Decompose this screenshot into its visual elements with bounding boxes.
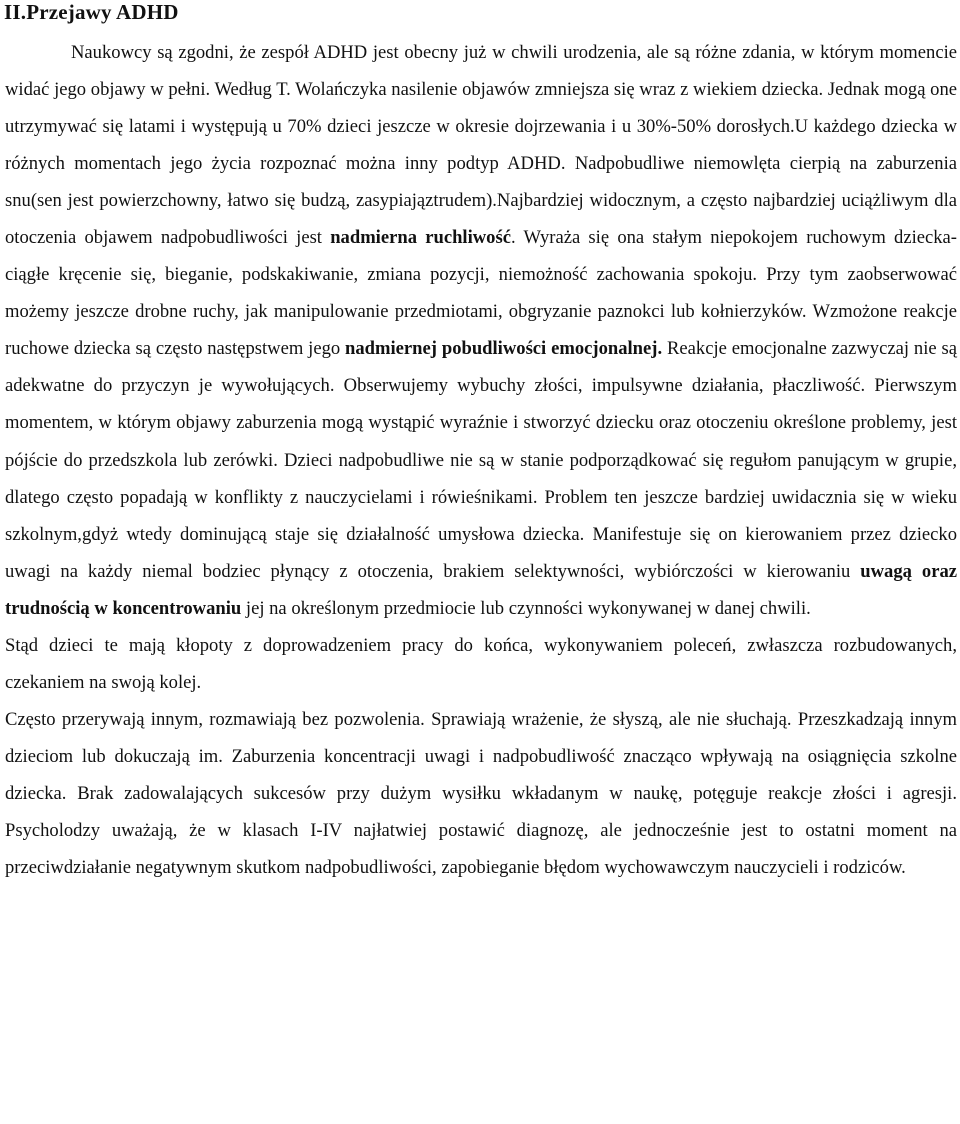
p1-text-3: Reakcje emocjonalne zazwyczaj nie są adekwatne do przyczyn je wywołujących. Obserwujemy wybuchy złości, impulsywne działania, płaczliwość. Pierwszym momentem, w którym objawy zaburzenia mogą wystąpić wyraźnie i stworzyć dziecku oraz otoczeniu określone problemy, jest pójście do przedszkola lub zerówki. Dzieci nadpobudliwe nie są w stanie podporządkować się regułom panującym w grupie, dlatego często popadają w konflikty z nauczycielami i rówieśnikami. Problem ten jeszcze bardziej uwidacznia się w wieku szkolnym,gdyż wtedy dominującą staje się działalność umysłowa dziecka. Manifestuje się on kierowaniem przez dziecko uwagi na każdy niemal bodziec płynący z otoczenia, brakiem selektywności, wybiórczości w kierowaniu [5, 338, 957, 582]
p1-bold-ruchliwosc: nadmierna ruchliwość [330, 227, 511, 249]
p1-bold-pobudliwosc: nadmiernej pobudliwości emocjonalnej. [345, 338, 663, 360]
p1-text-4: jej na określonym przedmiocie lub czynności wykonywanej w danej chwili. [241, 597, 811, 619]
paragraph-2 [5, 627, 957, 701]
paragraph-1 [5, 34, 957, 627]
paragraph-3 [5, 701, 957, 886]
p1-bold-uwaga: uwagą oraz trudnością w koncentrowaniu [5, 560, 957, 619]
p1-text-1: Naukowcy są zgodni, że zespół ADHD jest obecny już w chwili urodzenia, ale są różne zdania, w którym momencie widać jego objawy w pełni. Według T. Wolańczyka nasilenie objawów zmniejsza się wraz z wiekiem dziecka. Jednak mogą one utrzymywać się latami i występują u 70% dzieci jeszcze w okresie dojrzewania i u 30%-50% dorosłych.U każdego dziecka w różnych momentach jego życia rozpoznać można inny podtyp ADHD. Nadpobudliwe niemowlęta cierpią na zaburzenia snu(sen jest powierzchowny, łatwo się budzą, zasypiająztrudem).Najbardziej widocznym, a często najbardziej uciążliwym dla otoczenia objawem nadpobudliwości jest [5, 42, 957, 249]
section-heading: II.Przejawy ADHD [4, 0, 179, 24]
p2-text: Stąd dzieci te mają kłopoty z doprowadzeniem pracy do końca, wykonywaniem poleceń, zwłaszcza rozbudowanych, czekaniem na swoją kolej. [5, 634, 957, 693]
document-page [5, 0, 957, 886]
p3-text: Często przerywają innym, rozmawiają bez pozwolenia. Sprawiają wrażenie, że słyszą, ale nie słuchają. Przeszkadzają innym dzieciom lub dokuczają im. Zaburzenia koncentracji uwagi i nadpobudliwość znacząco wpływają na osiągnięcia szkolne dziecka. Brak zadowalających sukcesów przy dużym wysiłku wkładanym w naukę, potęguje reakcje złości i agresji. Psycholodzy uważają, że w klasach I-IV najłatwiej postawić diagnozę, ale jednocześnie jest to ostatni moment na przeciwdziałanie negatywnym skutkom nadpobudliwości, zapobieganie błędom wychowawczym nauczycieli i rodziców. [5, 708, 957, 879]
p1-text-2: . Wyraża się ona stałym niepokojem ruchowym dziecka- ciągłe kręcenie się, bieganie, podskakiwanie, zmiana pozycji, niemożność zachowania spokoju. Przy tym zaobserwować możemy jeszcze drobne ruchy, jak manipulowanie przedmiotami, obgryzanie paznokci lub kołnierzyków. Wzmożone reakcje ruchowe dziecka są często następstwem jego [5, 227, 957, 360]
